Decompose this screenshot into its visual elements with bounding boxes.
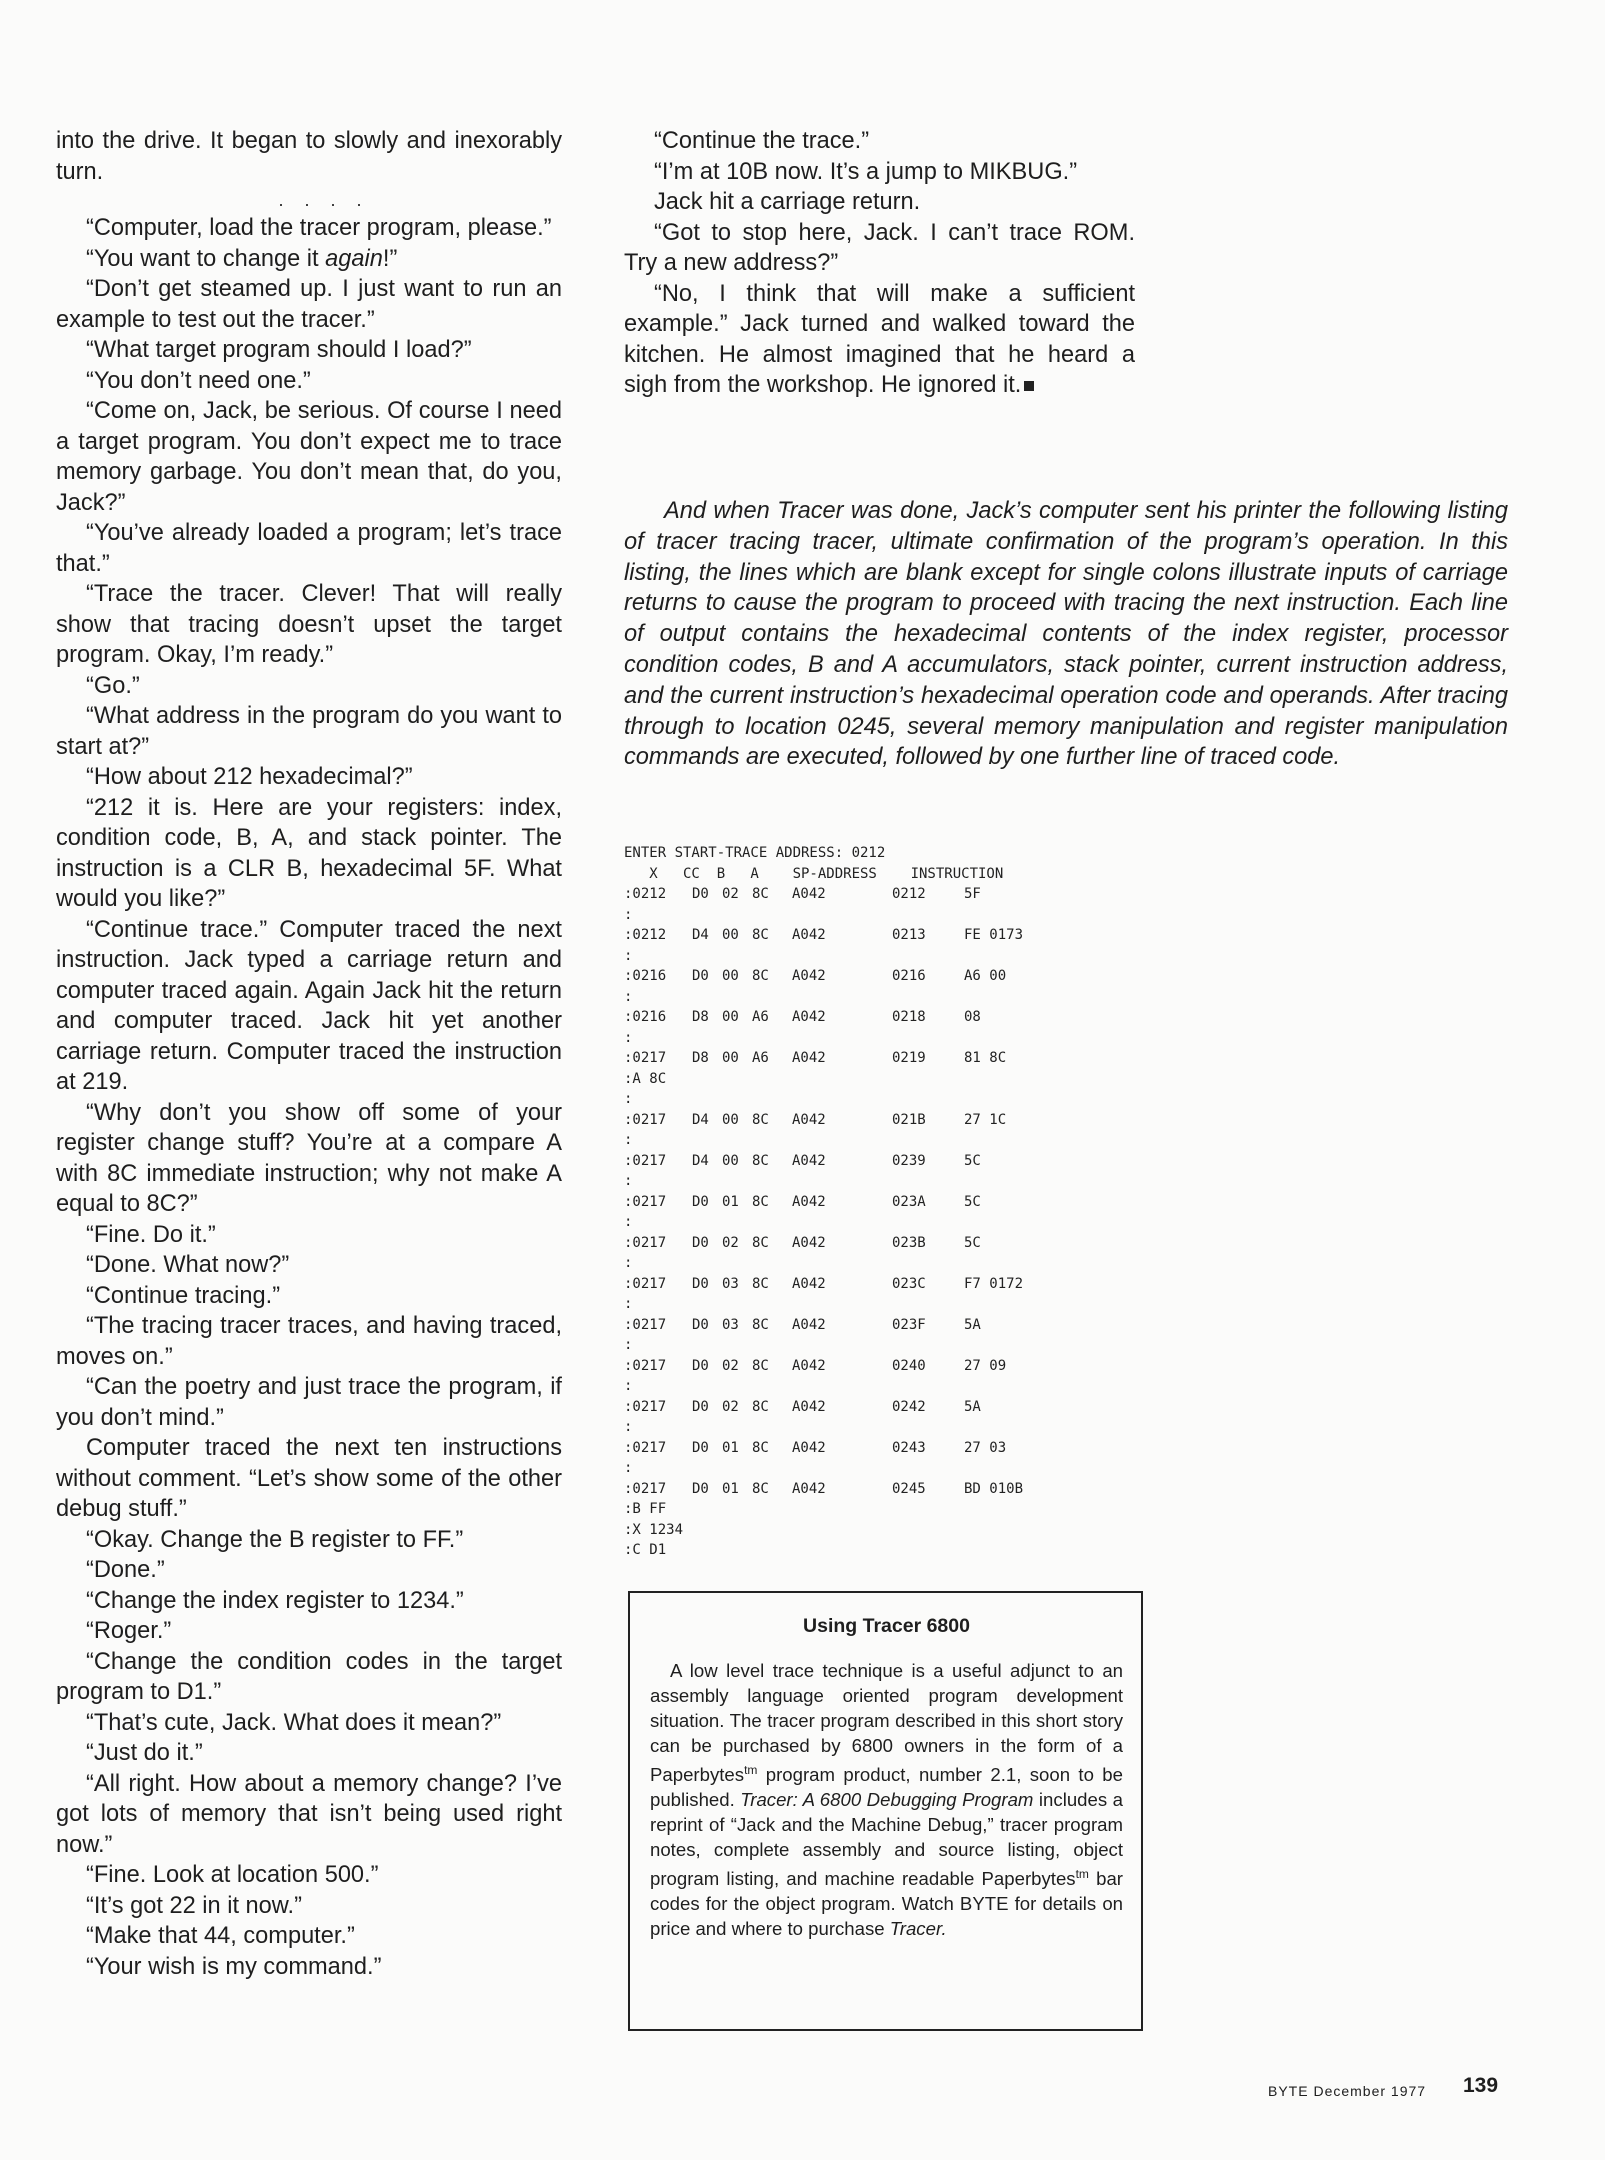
- listing-row: [624, 1397, 1164, 1418]
- story-paragraph: “Can the poetry and just trace the program, if you don’t mind.”: [56, 1374, 562, 1431]
- listing-cell: 8C: [752, 1234, 769, 1251]
- sidebar-box: [628, 1591, 1143, 2031]
- story-paragraph: “Continue trace.” Computer traced the next instruction. Jack typed a carriage return and computer traced again. Again Jack hit the return and computer traced. Jack hit yet another carriage return. Computer traced the instruction at 219.: [56, 916, 562, 1095]
- listing-cell: :: [624, 1173, 633, 1189]
- listing-row: [624, 1335, 1164, 1356]
- listing-cell: D4: [692, 1152, 709, 1169]
- listing-cell: 8C: [752, 1439, 769, 1456]
- listing-cell: D0: [692, 1316, 709, 1333]
- listing-cell: A042: [792, 1050, 826, 1066]
- story-paragraph: “Roger.”: [86, 1618, 172, 1644]
- listing-cell: 8C: [752, 1480, 769, 1497]
- listing-cell: A042: [792, 968, 826, 984]
- story-paragraph: “Your wish is my command.”: [86, 1953, 382, 1980]
- listing-row: [624, 1294, 1164, 1315]
- story-paragraph: “All right. How about a memory change? I’ve got lots of memory that isn’t being used right now.”: [56, 1770, 562, 1858]
- listing-cell: :: [624, 1419, 633, 1435]
- story-paragraph: “That’s cute, Jack. What does it mean?”: [86, 1709, 502, 1736]
- listing-cell: A042: [792, 1439, 826, 1456]
- story-paragraph: “Continue the trace.”: [654, 128, 870, 154]
- listing-row: [624, 1007, 1164, 1028]
- story-paragraph: “Change the index register to 1234.”: [86, 1587, 464, 1614]
- listing-row: [624, 1151, 1164, 1172]
- listing-cell: F7 0172: [964, 1275, 1024, 1292]
- listing-cell: 0219: [892, 1050, 926, 1066]
- story-paragraph: “The tracing tracer traces, and having traced, moves on.”: [56, 1313, 562, 1370]
- end-of-story-mark: [1024, 381, 1034, 391]
- listing-introduction: [624, 496, 1508, 773]
- listing-cell: :0217: [624, 1275, 667, 1292]
- listing-prompt: ENTER START-TRACE ADDRESS: 0212: [624, 845, 886, 861]
- listing-cell: 8C: [752, 1357, 769, 1374]
- listing-cell: 8C: [752, 1398, 769, 1415]
- listing-cell: A042: [792, 1193, 826, 1210]
- listing-cell: A042: [792, 1234, 826, 1251]
- listing-cell: 0245: [892, 1480, 926, 1497]
- sidebar-title: Using Tracer 6800: [803, 1615, 970, 1637]
- section-break-dots: . . . .: [278, 190, 370, 210]
- listing-row: [624, 1028, 1164, 1049]
- listing-cell: A042: [792, 927, 826, 943]
- listing-cell: 27 09: [964, 1357, 1007, 1374]
- listing-cell: 023A: [892, 1193, 926, 1210]
- listing-cell: BD 010B: [964, 1480, 1024, 1497]
- trace-listing: [624, 843, 1164, 1561]
- listing-cell: 5A: [964, 1398, 981, 1415]
- listing-row: [624, 1212, 1164, 1233]
- story-paragraph: “What address in the program do you want to start at?”: [56, 703, 562, 760]
- listing-row: [624, 1417, 1164, 1438]
- listing-row: [624, 1048, 1164, 1069]
- listing-cell: :0217: [624, 1357, 667, 1374]
- footer-magazine: BYTE December 1977: [1268, 2083, 1427, 2099]
- story-paragraph: “Got to stop here, Jack. I can’t trace ROM. Try a new address?”: [624, 219, 1135, 276]
- listing-cell: 8C: [752, 927, 769, 943]
- story-paragraph: “212 it is. Here are your registers: index, condition code, B, A, and stack pointer. The instruction is a CLR B, hexadecimal 5F. What would you like?”: [56, 794, 562, 912]
- intro-paragraph: And when Tracer was done, Jack’s computer sent his printer the following listing of tracer tracing tracer, ultimate confirmation of the program’s operation. In this listing, the lines which are blank except for single colons illustrate inputs of carriage returns to cause the program to proceed with tracing the next instruction. Each line of output contains the hexadecimal contents of the index register, processor condition codes, B and A accumulators, stack pointer, current instruction address, and the current instruction’s hexadecimal operation code and operands. After tracing through to location 0245, several memory manipulation and register manipulation commands are executed, followed by one further line of traced code.: [624, 498, 1508, 771]
- listing-cell: D0: [692, 1357, 709, 1374]
- story-paragraph: “Go.”: [86, 672, 140, 699]
- listing-cell: 02: [722, 1398, 739, 1415]
- listing-cell: D0: [692, 1439, 709, 1456]
- listing-cell: D4: [692, 927, 709, 943]
- listing-row: [624, 1171, 1164, 1192]
- listing-cell: :: [624, 1378, 633, 1394]
- story-paragraph: “How about 212 hexadecimal?”: [86, 764, 413, 790]
- listing-cell: :A 8C: [624, 1070, 667, 1087]
- listing-cell: :0217: [624, 1050, 667, 1066]
- listing-cell: D0: [692, 1398, 709, 1415]
- listing-cell: 0212: [892, 886, 926, 902]
- emphasis: again: [325, 245, 383, 272]
- listing-row: [624, 1069, 1164, 1090]
- listing-cell: D0: [692, 1275, 709, 1292]
- listing-row: [624, 1479, 1164, 1500]
- listing-cell: 0213: [892, 927, 926, 943]
- listing-cell: 00: [722, 968, 739, 984]
- story-paragraph: “Come on, Jack, be serious. Of course I need a target program. You don’t expect me to trace memory garbage. You don’t mean that, do you, Jack?”: [56, 398, 562, 516]
- listing-cell: D8: [692, 1050, 709, 1066]
- listing-cell: 8C: [752, 968, 769, 984]
- listing-cell: 03: [722, 1275, 739, 1292]
- trademark-2: tm: [1075, 1867, 1089, 1882]
- listing-cell: :: [624, 1460, 633, 1476]
- listing-cell: A042: [792, 1009, 826, 1025]
- listing-cell: A042: [792, 1357, 826, 1374]
- sidebar-body: [650, 1658, 1123, 1941]
- listing-row: [624, 925, 1164, 946]
- listing-cell: 00: [722, 1050, 739, 1066]
- listing-cell: 00: [722, 1152, 739, 1169]
- listing-cell: 5C: [964, 1193, 981, 1210]
- listing-cell: :0212: [624, 886, 667, 902]
- listing-cell: 8C: [752, 1152, 769, 1169]
- listing-cell: 27 1C: [964, 1111, 1007, 1128]
- right-column: [624, 126, 1135, 401]
- listing-row: [624, 1233, 1164, 1254]
- listing-cell: 02: [722, 886, 739, 902]
- listing-cell: :0217: [624, 1439, 667, 1456]
- listing-cell: :C D1: [624, 1542, 667, 1558]
- listing-row: [624, 987, 1164, 1008]
- story-paragraph: “No, I think that will make a sufficient example.” Jack turned and walked toward the kitchen. He almost imagined that he heard a sigh from the workshop. He ignored it.: [624, 280, 1135, 398]
- listing-row: [624, 1376, 1164, 1397]
- listing-cell: :: [624, 1029, 633, 1046]
- listing-cell: :: [624, 1214, 633, 1230]
- listing-cell: A6 00: [964, 968, 1007, 984]
- listing-cell: :: [624, 947, 633, 964]
- story-paragraph: Jack hit a carriage return.: [654, 189, 921, 215]
- story-paragraph: “Fine. Look at location 500.”: [86, 1862, 379, 1888]
- sidebar-text-4: bar codes for the object program. Watch BYTE for details on price and where to purchase: [650, 1868, 1123, 1940]
- listing-cell: 02: [722, 1357, 739, 1374]
- listing-cell: 5C: [964, 1152, 981, 1169]
- listing-cell: :: [624, 1255, 633, 1271]
- listing-row: [624, 966, 1164, 987]
- story-paragraph: “What target program should I load?”: [86, 337, 472, 363]
- listing-cell: A042: [792, 886, 826, 902]
- listing-cell: :X 1234: [624, 1521, 684, 1538]
- listing-row: [624, 884, 1164, 905]
- story-paragraph: “Change the condition codes in the target program to D1.”: [56, 1648, 562, 1705]
- listing-cell: D0: [692, 968, 709, 984]
- story-paragraph: “Don’t get steamed up. I just want to run an example to test out the tracer.”: [56, 276, 562, 333]
- story-paragraph: “Make that 44, computer.”: [86, 1923, 355, 1949]
- left-column: [56, 126, 562, 1982]
- sidebar-text-2: program product, number 2.1, soon to be published.: [650, 1764, 1123, 1811]
- listing-row: [624, 1520, 1164, 1541]
- story-paragraph: “It’s got 22 in it now.”: [86, 1892, 302, 1919]
- story-paragraph: “You’ve already loaded a program; let’s trace that.”: [56, 520, 562, 577]
- listing-header: X CC B A SP-ADDRESS INSTRUCTION: [624, 865, 1004, 882]
- listing-cell: FE 0173: [964, 927, 1024, 943]
- listing-row: [624, 1458, 1164, 1479]
- listing-cell: A042: [792, 1275, 826, 1292]
- story-paragraph: “Done.”: [86, 1557, 165, 1583]
- listing-cell: 0239: [892, 1152, 926, 1169]
- listing-cell: 08: [964, 1009, 981, 1025]
- listing-cell: 00: [722, 1009, 739, 1025]
- story-paragraph: “Fine. Do it.”: [86, 1221, 216, 1248]
- listing-cell: :: [624, 1132, 633, 1148]
- listing-row: [624, 1356, 1164, 1377]
- listing-cell: 023C: [892, 1275, 926, 1292]
- listing-cell: 01: [722, 1439, 739, 1456]
- listing-cell: A042: [792, 1398, 826, 1415]
- listing-cell: 5C: [964, 1234, 981, 1251]
- listing-row: [624, 1540, 1164, 1561]
- listing-cell: D4: [692, 1111, 709, 1128]
- story-paragraph: “You want to change it again!”: [86, 245, 398, 272]
- listing-cell: :0217: [624, 1234, 667, 1251]
- listing-cell: 00: [722, 1111, 739, 1128]
- listing-cell: 00: [722, 927, 739, 943]
- story-paragraph: “Okay. Change the B register to FF.”: [86, 1526, 464, 1553]
- listing-cell: 8C: [752, 1275, 769, 1292]
- listing-cell: :0216: [624, 968, 667, 984]
- listing-cell: 5A: [964, 1316, 981, 1333]
- listing-cell: A042: [792, 1111, 826, 1128]
- sidebar-text-3: includes a reprint of “Jack and the Machine Debug,” tracer program notes, complete assembly and source listing, object program listing, and machine readable Paperbytes: [650, 1789, 1123, 1890]
- listing-row: [624, 1130, 1164, 1151]
- story-paragraph: “You don’t need one.”: [86, 367, 311, 394]
- listing-cell: D0: [692, 1480, 709, 1497]
- listing-cell: :B FF: [624, 1501, 667, 1517]
- listing-cell: 8C: [752, 1193, 769, 1210]
- listing-cell: 023F: [892, 1316, 926, 1333]
- listing-cell: 01: [722, 1193, 739, 1210]
- story-paragraph: “Trace the tracer. Clever! That will really show that tracing doesn’t upset the target program. Okay, I’m ready.”: [56, 581, 562, 668]
- story-paragraph: “Why don’t you show off some of your register change stuff? You’re at a compare A with 8C immediate instruction; why not make A equal to 8C?”: [56, 1099, 562, 1217]
- listing-cell: :0212: [624, 927, 667, 943]
- story-paragraph: “Computer, load the tracer program, please.”: [86, 215, 552, 241]
- listing-cell: 5F: [964, 886, 981, 902]
- listing-cell: 0243: [892, 1439, 926, 1456]
- listing-row: [624, 1192, 1164, 1213]
- listing-cell: A042: [792, 1316, 826, 1333]
- listing-cell: D0: [692, 886, 709, 902]
- listing-row: [624, 1110, 1164, 1131]
- listing-cell: 8C: [752, 1111, 769, 1128]
- listing-cell: A6: [752, 1050, 769, 1066]
- listing-cell: :: [624, 988, 633, 1005]
- listing-cell: 0216: [892, 968, 926, 984]
- story-paragraph: Computer traced the next ten instructions without comment. “Let’s show some of the other debug stuff.”: [56, 1435, 562, 1522]
- sidebar-product-name: Tracer.: [889, 1918, 947, 1940]
- listing-cell: 02: [722, 1234, 739, 1251]
- listing-cell: :: [624, 1296, 633, 1312]
- listing-cell: A042: [792, 1480, 826, 1497]
- listing-row: [624, 946, 1164, 967]
- listing-row: [624, 1499, 1164, 1520]
- listing-cell: :0217: [624, 1480, 667, 1497]
- listing-cell: 01: [722, 1480, 739, 1497]
- listing-cell: :0217: [624, 1398, 667, 1415]
- listing-cell: 03: [722, 1316, 739, 1333]
- listing-cell: :: [624, 1337, 633, 1353]
- listing-cell: D8: [692, 1009, 709, 1025]
- listing-row: [624, 1438, 1164, 1459]
- listing-cell: D0: [692, 1193, 709, 1210]
- listing-cell: :: [624, 906, 633, 923]
- listing-row: [624, 905, 1164, 926]
- listing-cell: :0217: [624, 1111, 667, 1128]
- sidebar-book-title: Tracer: A 6800 Debugging Program: [740, 1789, 1034, 1811]
- listing-cell: A042: [792, 1152, 826, 1169]
- story-paragraph: “I’m at 10B now. It’s a jump to MIKBUG.”: [654, 158, 1078, 185]
- listing-cell: :0217: [624, 1193, 667, 1210]
- trademark-1: tm: [744, 1763, 758, 1777]
- listing-cell: :0217: [624, 1152, 667, 1169]
- story-paragraph: “Continue tracing.”: [86, 1282, 281, 1309]
- listing-cell: 27 03: [964, 1439, 1007, 1456]
- listing-row: [624, 1089, 1164, 1110]
- listing-cell: A6: [752, 1009, 769, 1025]
- listing-cell: 8C: [752, 886, 769, 902]
- listing-cell: :0216: [624, 1009, 667, 1025]
- listing-row: [624, 1274, 1164, 1295]
- sidebar-text-1: A low level trace technique is a useful adjunct to an assembly language oriented program development situation. The tracer program described in this short story can be purchased by 6800 owners in the form of a Paperbytes: [650, 1660, 1123, 1786]
- listing-cell: 023B: [892, 1234, 926, 1251]
- story-paragraph: “Just do it.”: [86, 1740, 203, 1766]
- listing-cell: 0242: [892, 1398, 926, 1415]
- listing-cell: 0240: [892, 1357, 926, 1374]
- listing-row: [624, 1315, 1164, 1336]
- listing-rows: [624, 884, 1164, 1561]
- listing-cell: :: [624, 1091, 633, 1107]
- story-paragraph: “Done. What now?”: [86, 1252, 290, 1278]
- listing-cell: 0218: [892, 1009, 926, 1025]
- listing-row: [624, 1253, 1164, 1274]
- listing-cell: D0: [692, 1234, 709, 1251]
- listing-cell: :0217: [624, 1316, 667, 1333]
- listing-cell: 81 8C: [964, 1050, 1007, 1066]
- listing-cell: 021B: [892, 1111, 926, 1128]
- story-paragraph: into the drive. It began to slowly and inexorably turn.: [56, 128, 562, 185]
- page-number: 139: [1463, 2074, 1499, 2097]
- listing-cell: 8C: [752, 1316, 769, 1333]
